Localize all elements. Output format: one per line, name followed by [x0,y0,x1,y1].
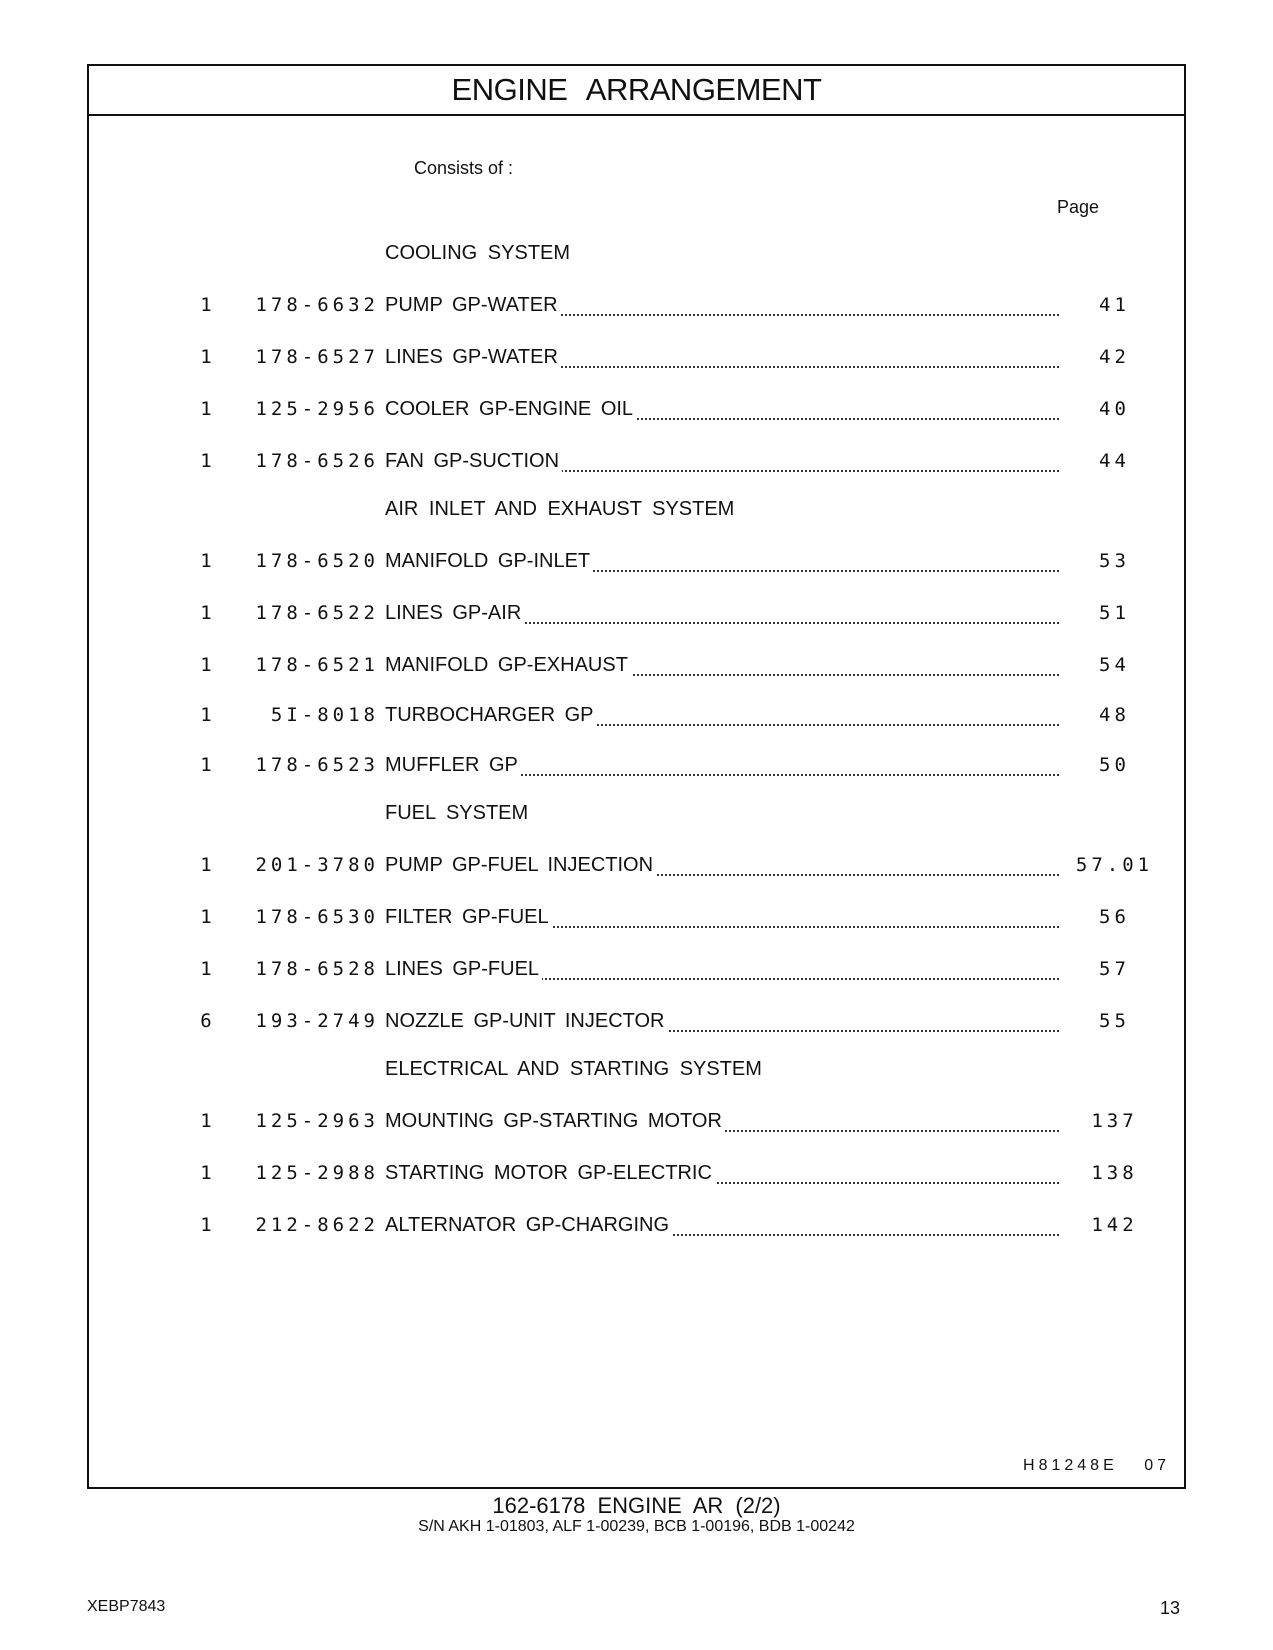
footer-title: 162-6178 ENGINE AR (2/2) [492,1493,781,1518]
row-description: LINES GP-FUEL [385,958,542,980]
row-qty: 1 [200,450,212,472]
table-row [89,1110,1184,1138]
table-row [89,654,1184,682]
row-qty: 1 [200,1162,212,1184]
row-qty: 1 [200,754,212,776]
row-page: 44 [1099,450,1130,472]
row-part-number: 193-2749 [255,1010,379,1032]
row-page: 57.01 [1075,854,1154,876]
row-page: 142 [1091,1214,1138,1236]
row-qty: 6 [200,1010,212,1032]
row-page: 137 [1091,1110,1138,1132]
table-row [89,854,1184,882]
row-description: LINES GP-WATER [385,346,561,368]
row-qty: 1 [200,1214,212,1236]
row-description: MANIFOLD GP-INLET [385,550,593,572]
table-row [89,704,1184,732]
row-part-number: 178-6632 [255,294,379,316]
engine-arrangement-frame [87,64,1186,1489]
row-description: MUFFLER GP [385,754,521,776]
row-description: TURBOCHARGER GP [385,704,596,726]
table-row [89,958,1184,986]
row-part-number: 125-2956 [255,398,379,420]
table-row [89,550,1184,578]
row-description: PUMP GP-FUEL INJECTION [385,854,656,876]
row-page: 138 [1091,1162,1138,1184]
row-qty: 1 [200,906,212,928]
row-page: 48 [1099,704,1130,726]
row-description: COOLER GP-ENGINE OIL [385,398,636,420]
table-row [89,602,1184,630]
row-page: 50 [1099,754,1130,776]
row-page: 41 [1099,294,1130,316]
row-description: LINES GP-AIR [385,602,524,624]
table-row [89,1010,1184,1038]
row-qty: 1 [200,958,212,980]
page-number: 13 [1160,1598,1181,1618]
row-part-number: 178-6521 [255,654,379,676]
table-row [89,1162,1184,1190]
row-qty: 1 [200,294,212,316]
row-description: MANIFOLD GP-EXHAUST [385,654,631,676]
row-description: FAN GP-SUCTION [385,450,562,472]
row-part-number: 178-6520 [255,550,379,572]
table-row [89,294,1184,322]
table-row [89,906,1184,934]
row-part-number: 212-8622 [255,1214,379,1236]
row-part-number: 5I-8018 [270,704,379,726]
document-id: XEBP7843 [87,1598,166,1615]
row-page: 42 [1099,346,1130,368]
row-page: 57 [1099,958,1130,980]
row-qty: 1 [200,854,212,876]
table-row [89,346,1184,374]
section-heading-cooling: COOLING SYSTEM [385,242,571,264]
row-qty: 1 [200,704,212,726]
title-bar [89,66,1184,116]
section-heading-electrical-starting: ELECTRICAL AND STARTING SYSTEM [385,1058,762,1080]
row-part-number: 178-6527 [255,346,379,368]
row-part-number: 201-3780 [255,854,379,876]
row-qty: 1 [200,550,212,572]
row-description: ALTERNATOR GP-CHARGING [385,1214,672,1236]
table-row [89,398,1184,426]
row-page: 56 [1099,906,1130,928]
row-page: 54 [1099,654,1130,676]
row-description: MOUNTING GP-STARTING MOTOR [385,1110,725,1132]
row-page: 40 [1099,398,1130,420]
row-part-number: 178-6528 [255,958,379,980]
section-heading-air-inlet-exhaust: AIR INLET AND EXHAUST SYSTEM [385,498,735,520]
table-row [89,1214,1184,1242]
row-description: FILTER GP-FUEL [385,906,552,928]
row-description: PUMP GP-WATER [385,294,561,316]
row-qty: 1 [200,1110,212,1132]
row-qty: 1 [200,398,212,420]
row-qty: 1 [200,654,212,676]
row-page: 53 [1099,550,1130,572]
row-part-number: 125-2963 [255,1110,379,1132]
footer-serial-numbers: S/N AKH 1-01803, ALF 1-00239, BCB 1-00196, BDB 1-00242 [418,1518,855,1535]
table-row [89,450,1184,478]
table-row [89,754,1184,782]
row-page: 51 [1099,602,1130,624]
row-part-number: 178-6530 [255,906,379,928]
row-description: STARTING MOTOR GP-ELECTRIC [385,1162,715,1184]
illustration-code: H81248E 07 [1023,1457,1170,1474]
page-column-header: Page [1057,197,1100,217]
row-qty: 1 [200,346,212,368]
row-part-number: 125-2988 [255,1162,379,1184]
row-description: NOZZLE GP-UNIT INJECTOR [385,1010,668,1032]
section-heading-fuel: FUEL SYSTEM [385,802,529,824]
consists-of-label: Consists of : [414,158,514,178]
page-title: ENGINE ARRANGEMENT [451,72,822,107]
row-part-number: 178-6526 [255,450,379,472]
row-qty: 1 [200,602,212,624]
row-part-number: 178-6522 [255,602,379,624]
row-part-number: 178-6523 [255,754,379,776]
row-page: 55 [1099,1010,1130,1032]
